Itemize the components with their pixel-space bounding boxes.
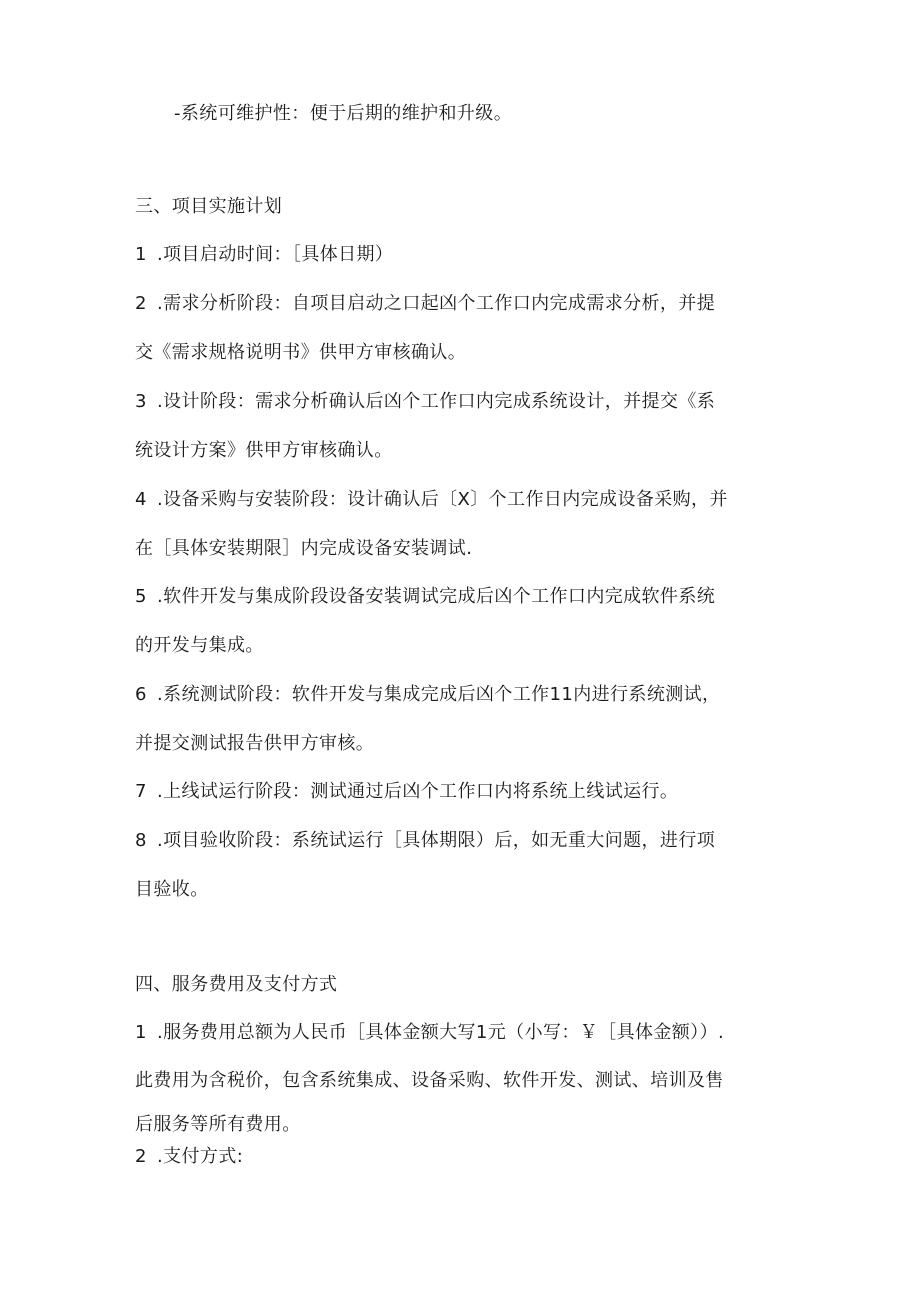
item-number: 7 [135,781,147,802]
list-item-continuation: 在［具体安装期限］内完成设备安装调试. [135,538,473,559]
list-item [135,1021,724,1045]
intro-line: -系统可维护性：便于后期的维护和升级。 [174,103,513,124]
item-number: 6 [135,684,147,705]
list-item [135,488,728,512]
section-3-heading: 三、项目实施计划 [135,196,283,217]
list-item-continuation: 的开发与集成。 [135,635,264,656]
item-text: .设备采购与安装阶段：设计确认后〔X〕个工作日内完成设备采购，并 [157,489,728,510]
list-item [135,780,678,804]
item-number: 3 [135,391,147,412]
list-item-continuation: 统设计方案》供甲方审核确认。 [135,440,393,461]
item-text: .项目启动时间：［具体日期） [157,244,394,265]
list-item-continuation: 此费用为含税价，包含系统集成、设备采购、软件开发、测试、培训及售 [135,1070,724,1091]
list-item-continuation: 并提交测试报告供甲方审核。 [135,733,375,754]
list-item-continuation: 目验收。 [135,879,209,900]
item-number: 4 [135,489,147,510]
item-number: 2 [135,1146,147,1167]
item-text: .软件开发与集成阶段设备安装调试完成后凶个工作口内完成软件系统 [157,586,716,607]
item-number: 2 [135,293,147,314]
item-number: 5 [135,586,147,607]
item-text: .上线试运行阶段：测试通过后凶个工作口内将系统上线试运行。 [157,781,679,802]
item-number: 1 [135,244,147,265]
list-item [135,390,715,414]
list-item [135,683,720,707]
item-number: 8 [135,830,147,851]
list-item-continuation: 后服务等所有费用。 [135,1114,301,1135]
item-number: 1 [135,1022,147,1043]
list-item [135,243,393,267]
item-text: .设计阶段：需求分析确认后凶个工作口内完成系统设计，并提交《系 [157,391,716,412]
item-text: .需求分析阶段：自项目启动之口起凶个工作口内完成需求分析，并提 [157,293,716,314]
item-text: .项目验收阶段：系统试运行［具体期限）后，如无重大问题，进行项 [157,830,716,851]
list-item [135,829,715,853]
list-item-continuation: 交《需求规格说明书》供甲方审核确认。 [135,342,467,363]
item-text: .支付方式: [157,1146,244,1167]
item-text: .系统测试阶段：软件开发与集成完成后凶个工作11内进行系统测试， [157,684,721,705]
item-text: .服务费用总额为人民币［具体金额大写1元（小写：￥［具体金额））. [157,1022,725,1043]
list-item [135,292,715,316]
section-4-heading: 四、服务费用及支付方式 [135,974,338,995]
list-item [135,585,715,609]
list-item [135,1145,243,1169]
